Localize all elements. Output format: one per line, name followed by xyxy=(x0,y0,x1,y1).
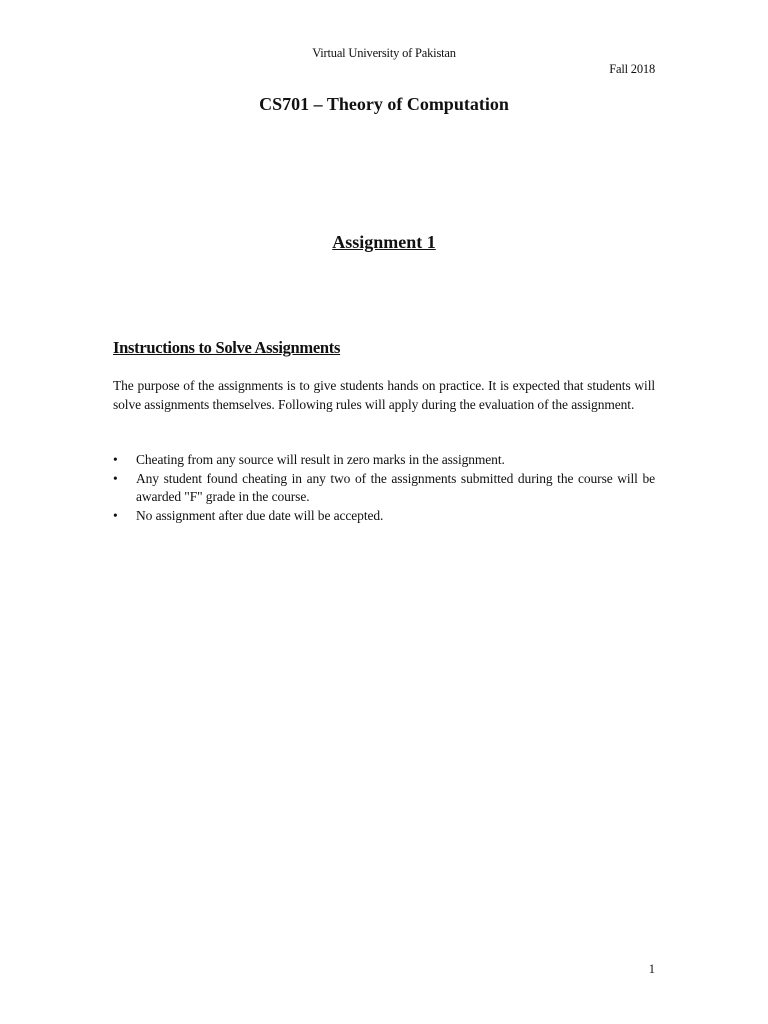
rules-list xyxy=(113,451,655,525)
rule-text: No assignment after due date will be accepted. xyxy=(136,507,384,523)
instructions-heading: Instructions to Solve Assignments xyxy=(113,338,341,357)
bullet-icon: • xyxy=(113,470,118,486)
bullet-icon: • xyxy=(113,452,118,467)
rule-item xyxy=(113,470,655,507)
instructions-intro: The purpose of the assignments is to give students hands on practice. It is expected that students will solve assignments themselves. Following rules will apply during the evaluation of the assignment. xyxy=(113,378,655,412)
assignment-title: Assignment 1 xyxy=(332,232,436,252)
rule-item xyxy=(113,451,655,470)
institution-header: Virtual University of Pakistan xyxy=(312,46,456,60)
rule-item xyxy=(113,507,655,526)
course-title: CS701 – Theory of Computation xyxy=(259,94,509,114)
rule-text: Any student found cheating in any two of the assignments submitted during the course will be awarded "F" grade in the course. xyxy=(136,470,655,504)
page-number: 1 xyxy=(648,962,655,976)
term-label: Fall 2018 xyxy=(609,62,655,76)
bullet-icon: • xyxy=(113,507,118,523)
rule-text: Cheating from any source will result in zero marks in the assignment. xyxy=(136,452,505,467)
